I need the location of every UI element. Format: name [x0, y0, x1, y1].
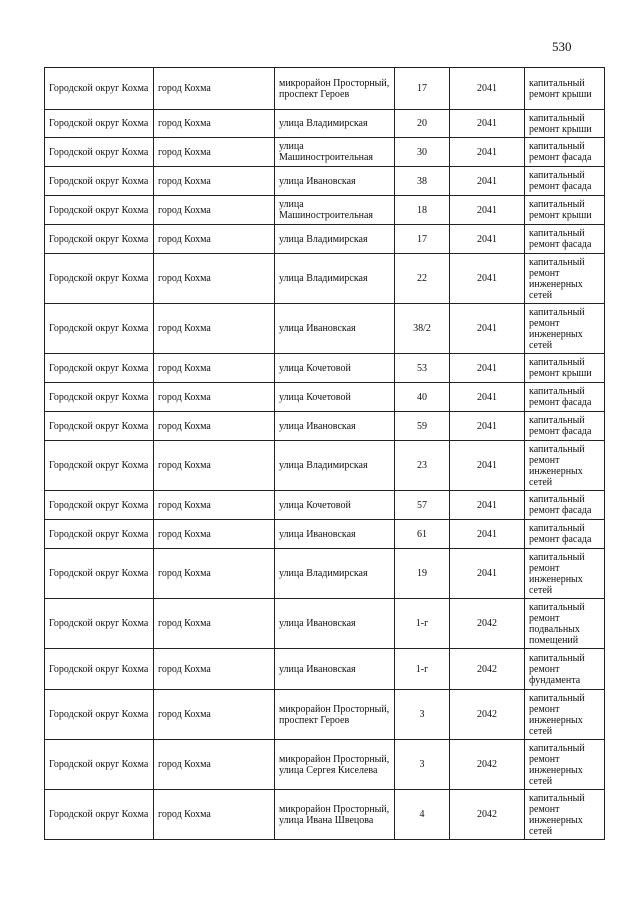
house-number-cell: 19 [395, 549, 450, 599]
town-cell: город Кохма [154, 138, 275, 167]
table-row [45, 110, 605, 138]
page-number: 530 [552, 39, 572, 54]
work-type-cell: капитальный ремонт фасада [525, 491, 605, 520]
work-type-cell: капитальный ремонт инженерных сетей [525, 304, 605, 354]
table-row [45, 138, 605, 167]
street-cell: улица Ивановская [275, 304, 395, 354]
house-number-cell: 17 [395, 225, 450, 254]
work-type-cell: капитальный ремонт фасада [525, 412, 605, 441]
year-cell: 2041 [450, 138, 525, 167]
year-cell: 2041 [450, 549, 525, 599]
district-cell: Городской округ Кохма [45, 649, 154, 690]
house-number-cell: 1-г [395, 649, 450, 690]
work-type-cell: капитальный ремонт инженерных сетей [525, 549, 605, 599]
year-cell: 2041 [450, 110, 525, 138]
district-cell: Городской округ Кохма [45, 138, 154, 167]
street-cell: улица Кочетовой [275, 383, 395, 412]
street-cell: улица Ивановская [275, 167, 395, 196]
town-cell: город Кохма [154, 412, 275, 441]
street-cell: улица Владимирская [275, 441, 395, 491]
district-cell: Городской округ Кохма [45, 740, 154, 790]
year-cell: 2041 [450, 304, 525, 354]
town-cell: город Кохма [154, 649, 275, 690]
town-cell: город Кохма [154, 167, 275, 196]
year-cell: 2042 [450, 649, 525, 690]
town-cell: город Кохма [154, 690, 275, 740]
street-cell: микрорайон Просторный, улица Сергея Киселева [275, 740, 395, 790]
work-type-cell: капитальный ремонт фасада [525, 138, 605, 167]
district-cell: Городской округ Кохма [45, 520, 154, 549]
street-cell: улица Владимирская [275, 254, 395, 304]
district-cell: Городской округ Кохма [45, 690, 154, 740]
year-cell: 2041 [450, 412, 525, 441]
district-cell: Городской округ Кохма [45, 354, 154, 383]
capital-repair-table [44, 67, 605, 840]
table-row [45, 549, 605, 599]
table-row [45, 412, 605, 441]
house-number-cell: 22 [395, 254, 450, 304]
work-type-cell: капитальный ремонт инженерных сетей [525, 441, 605, 491]
town-cell: город Кохма [154, 196, 275, 225]
year-cell: 2042 [450, 740, 525, 790]
house-number-cell: 18 [395, 196, 450, 225]
district-cell: Городской округ Кохма [45, 412, 154, 441]
year-cell: 2042 [450, 790, 525, 840]
house-number-cell: 17 [395, 68, 450, 110]
district-cell: Городской округ Кохма [45, 441, 154, 491]
street-cell: улица Владимирская [275, 110, 395, 138]
table-row [45, 520, 605, 549]
district-cell: Городской округ Кохма [45, 167, 154, 196]
house-number-cell: 38/2 [395, 304, 450, 354]
house-number-cell: 4 [395, 790, 450, 840]
house-number-cell: 61 [395, 520, 450, 549]
year-cell: 2041 [450, 68, 525, 110]
street-cell: улица Ивановская [275, 520, 395, 549]
table-row [45, 441, 605, 491]
district-cell: Городской округ Кохма [45, 383, 154, 412]
house-number-cell: 38 [395, 167, 450, 196]
table-row [45, 690, 605, 740]
work-type-cell: капитальный ремонт крыши [525, 68, 605, 110]
work-type-cell: капитальный ремонт крыши [525, 110, 605, 138]
work-type-cell: капитальный ремонт подвальных помещений [525, 599, 605, 649]
town-cell: город Кохма [154, 520, 275, 549]
table-row [45, 740, 605, 790]
work-type-cell: капитальный ремонт инженерных сетей [525, 790, 605, 840]
work-type-cell: капитальный ремонт инженерных сетей [525, 254, 605, 304]
work-type-cell: капитальный ремонт фундамента [525, 649, 605, 690]
street-cell: улица Машиностроительная [275, 138, 395, 167]
table-row [45, 304, 605, 354]
year-cell: 2042 [450, 599, 525, 649]
year-cell: 2041 [450, 383, 525, 412]
district-cell: Городской округ Кохма [45, 68, 154, 110]
district-cell: Городской округ Кохма [45, 790, 154, 840]
street-cell: микрорайон Просторный, улица Ивана Швецова [275, 790, 395, 840]
district-cell: Городской округ Кохма [45, 599, 154, 649]
town-cell: город Кохма [154, 383, 275, 412]
work-type-cell: капитальный ремонт фасада [525, 167, 605, 196]
table-row [45, 354, 605, 383]
table-row [45, 491, 605, 520]
year-cell: 2041 [450, 491, 525, 520]
house-number-cell: 20 [395, 110, 450, 138]
town-cell: город Кохма [154, 549, 275, 599]
work-type-cell: капитальный ремонт фасада [525, 225, 605, 254]
town-cell: город Кохма [154, 304, 275, 354]
table-row [45, 790, 605, 840]
year-cell: 2041 [450, 254, 525, 304]
street-cell: улица Ивановская [275, 649, 395, 690]
district-cell: Городской округ Кохма [45, 196, 154, 225]
house-number-cell: 59 [395, 412, 450, 441]
town-cell: город Кохма [154, 740, 275, 790]
table-row [45, 68, 605, 110]
year-cell: 2041 [450, 520, 525, 549]
town-cell: город Кохма [154, 68, 275, 110]
street-cell: улица Владимирская [275, 549, 395, 599]
town-cell: город Кохма [154, 790, 275, 840]
street-cell: улица Ивановская [275, 599, 395, 649]
work-type-cell: капитальный ремонт фасада [525, 520, 605, 549]
year-cell: 2041 [450, 167, 525, 196]
table-row [45, 383, 605, 412]
district-cell: Городской округ Кохма [45, 110, 154, 138]
table-row [45, 599, 605, 649]
work-type-cell: капитальный ремонт крыши [525, 354, 605, 383]
district-cell: Городской округ Кохма [45, 304, 154, 354]
district-cell: Городской округ Кохма [45, 254, 154, 304]
town-cell: город Кохма [154, 225, 275, 254]
year-cell: 2041 [450, 225, 525, 254]
street-cell: микрорайон Просторный, проспект Героев [275, 690, 395, 740]
table-row [45, 167, 605, 196]
work-type-cell: капитальный ремонт крыши [525, 196, 605, 225]
table-body [45, 68, 605, 840]
district-cell: Городской округ Кохма [45, 225, 154, 254]
town-cell: город Кохма [154, 110, 275, 138]
town-cell: город Кохма [154, 599, 275, 649]
house-number-cell: 1-г [395, 599, 450, 649]
year-cell: 2041 [450, 441, 525, 491]
house-number-cell: 23 [395, 441, 450, 491]
house-number-cell: 3 [395, 690, 450, 740]
year-cell: 2041 [450, 354, 525, 383]
street-cell: микрорайон Просторный, проспект Героев [275, 68, 395, 110]
street-cell: улица Владимирская [275, 225, 395, 254]
district-cell: Городской округ Кохма [45, 491, 154, 520]
town-cell: город Кохма [154, 491, 275, 520]
street-cell: улица Кочетовой [275, 491, 395, 520]
work-type-cell: капитальный ремонт инженерных сетей [525, 690, 605, 740]
year-cell: 2041 [450, 196, 525, 225]
street-cell: улица Машиностроительная [275, 196, 395, 225]
house-number-cell: 57 [395, 491, 450, 520]
town-cell: город Кохма [154, 254, 275, 304]
house-number-cell: 3 [395, 740, 450, 790]
year-cell: 2042 [450, 690, 525, 740]
town-cell: город Кохма [154, 441, 275, 491]
table-row [45, 225, 605, 254]
house-number-cell: 53 [395, 354, 450, 383]
table-row [45, 196, 605, 225]
street-cell: улица Кочетовой [275, 354, 395, 383]
work-type-cell: капитальный ремонт инженерных сетей [525, 740, 605, 790]
house-number-cell: 30 [395, 138, 450, 167]
street-cell: улица Ивановская [275, 412, 395, 441]
town-cell: город Кохма [154, 354, 275, 383]
work-type-cell: капитальный ремонт фасада [525, 383, 605, 412]
table-row [45, 254, 605, 304]
house-number-cell: 40 [395, 383, 450, 412]
district-cell: Городской округ Кохма [45, 549, 154, 599]
table-row [45, 649, 605, 690]
